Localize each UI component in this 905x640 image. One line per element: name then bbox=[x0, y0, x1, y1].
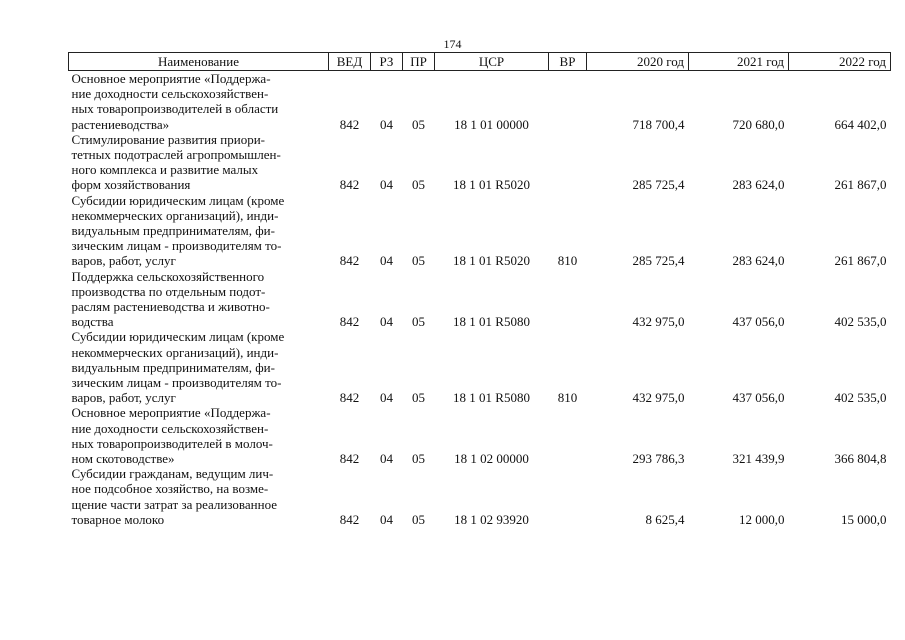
cell-vr: 810 bbox=[557, 253, 578, 269]
header-2020: 2020 год bbox=[587, 53, 689, 71]
cell-pr: 05 bbox=[412, 253, 425, 269]
row-name-line: ние доходности сельскохозяйствен- bbox=[71, 420, 269, 436]
cell-vr bbox=[549, 132, 587, 193]
header-rz: РЗ bbox=[371, 53, 403, 71]
row-name bbox=[69, 329, 329, 405]
table-row bbox=[69, 329, 891, 405]
cell-rz: 04 bbox=[380, 511, 393, 527]
cell-ved: 842 bbox=[339, 314, 360, 330]
cell-2020: 285 725,4 bbox=[632, 177, 685, 193]
cell-csr: 18 1 02 93920 bbox=[454, 511, 529, 527]
header-name: Наименование bbox=[69, 53, 329, 71]
cell-rz: 04 bbox=[380, 116, 393, 132]
row-name bbox=[69, 405, 329, 466]
cell-2022: 261 867,0 bbox=[834, 177, 887, 193]
row-name-line: ное подсобное хозяйство, на возме- bbox=[71, 481, 269, 497]
row-name bbox=[69, 71, 329, 132]
cell-ved: 842 bbox=[339, 253, 360, 269]
cell-ved: 842 bbox=[339, 177, 360, 193]
cell-2021: 12 000,0 bbox=[739, 511, 785, 527]
cell-vr bbox=[549, 71, 587, 132]
row-name-line: видуальным предпринимателям, фи- bbox=[71, 223, 275, 239]
row-name-line: товарное молоко bbox=[71, 511, 165, 527]
cell-2022: 402 535,0 bbox=[834, 314, 887, 330]
cell-pr: 05 bbox=[412, 314, 425, 330]
row-name bbox=[69, 193, 329, 269]
cell-rz: 04 bbox=[380, 451, 393, 467]
row-name-line: Основное мероприятие «Поддержа- bbox=[71, 71, 271, 86]
row-name-line: производства по отдельным подот- bbox=[71, 283, 266, 299]
row-name-line: раслям растениеводства и животно- bbox=[71, 299, 270, 315]
cell-pr: 05 bbox=[412, 451, 425, 467]
row-name-line: водства bbox=[71, 314, 114, 330]
row-name-line: ного комплекса и развитие малых bbox=[71, 162, 259, 178]
cell-2020: 718 700,4 bbox=[632, 116, 685, 132]
cell-pr: 05 bbox=[412, 390, 425, 406]
header-2022: 2022 год bbox=[789, 53, 891, 71]
header-csr: ЦСР bbox=[435, 53, 549, 71]
row-name-line: некоммерческих организаций), инди- bbox=[71, 207, 279, 223]
cell-2020: 432 975,0 bbox=[632, 390, 685, 406]
cell-2021: 720 680,0 bbox=[732, 116, 785, 132]
row-name-line: ном скотоводстве» bbox=[71, 451, 175, 467]
cell-csr: 18 1 01 R5080 bbox=[453, 390, 530, 406]
table-body bbox=[69, 71, 891, 528]
cell-ved: 842 bbox=[339, 511, 360, 527]
cell-2021: 321 439,9 bbox=[732, 451, 785, 467]
cell-csr: 18 1 01 R5020 bbox=[453, 253, 530, 269]
cell-ved: 842 bbox=[339, 390, 360, 406]
row-name-line: ных товаропроизводителей в области bbox=[71, 101, 279, 117]
cell-rz: 04 bbox=[380, 177, 393, 193]
cell-2020: 285 725,4 bbox=[632, 253, 685, 269]
row-name-line: щение части затрат за реализованное bbox=[71, 496, 278, 512]
row-name-line: зическим лицам - производителям то- bbox=[71, 375, 282, 391]
row-name bbox=[69, 132, 329, 193]
cell-ved: 842 bbox=[339, 116, 360, 132]
cell-2021: 437 056,0 bbox=[732, 314, 785, 330]
cell-ved: 842 bbox=[339, 451, 360, 467]
row-name-line: некоммерческих организаций), инди- bbox=[71, 344, 279, 360]
table-row bbox=[69, 193, 891, 269]
row-name-line: Основное мероприятие «Поддержа- bbox=[71, 405, 271, 421]
page-number: 174 bbox=[443, 37, 462, 51]
table-row bbox=[69, 269, 891, 330]
row-name bbox=[69, 269, 329, 330]
table-row bbox=[69, 405, 891, 466]
header-2021: 2021 год bbox=[689, 53, 789, 71]
cell-2022: 664 402,0 bbox=[834, 116, 887, 132]
cell-pr: 05 bbox=[412, 116, 425, 132]
cell-2022: 402 535,0 bbox=[834, 390, 887, 406]
row-name-line: Субсидии гражданам, ведущим лич- bbox=[71, 466, 274, 482]
cell-vr bbox=[549, 269, 587, 330]
row-name-line: ных товаропроизводителей в молоч- bbox=[71, 435, 273, 451]
row-name-line: варов, работ, услуг bbox=[71, 390, 176, 406]
header-vr: ВР bbox=[549, 53, 587, 71]
row-name-line: растениеводства» bbox=[71, 116, 170, 132]
cell-vr bbox=[549, 466, 587, 527]
budget-table bbox=[68, 52, 891, 527]
table-header-row bbox=[69, 53, 891, 71]
cell-2020: 293 786,3 bbox=[632, 451, 685, 467]
cell-csr: 18 1 01 R5020 bbox=[453, 177, 530, 193]
table-row bbox=[69, 71, 891, 132]
cell-rz: 04 bbox=[380, 390, 393, 406]
cell-2022: 261 867,0 bbox=[834, 253, 887, 269]
cell-pr: 05 bbox=[412, 177, 425, 193]
row-name-line: зическим лицам - производителям то- bbox=[71, 238, 282, 254]
cell-rz: 04 bbox=[380, 314, 393, 330]
row-name bbox=[69, 466, 329, 527]
cell-2022: 15 000,0 bbox=[841, 511, 887, 527]
row-name-line: Поддержка сельскохозяйственного bbox=[71, 268, 265, 284]
row-name-line: форм хозяйствования bbox=[71, 177, 191, 193]
row-name-line: ние доходности сельскохозяйствен- bbox=[71, 86, 269, 102]
table-row bbox=[69, 466, 891, 527]
cell-2020: 432 975,0 bbox=[632, 314, 685, 330]
cell-csr: 18 1 01 R5080 bbox=[453, 314, 530, 330]
cell-rz: 04 bbox=[380, 253, 393, 269]
cell-pr: 05 bbox=[412, 511, 425, 527]
cell-2021: 283 624,0 bbox=[732, 253, 785, 269]
cell-vr bbox=[549, 405, 587, 466]
cell-2020: 8 625,4 bbox=[645, 511, 685, 527]
cell-vr: 810 bbox=[557, 390, 578, 406]
row-name-line: Субсидии юридическим лицам (кроме bbox=[71, 192, 285, 208]
cell-2022: 366 804,8 bbox=[834, 451, 887, 467]
row-name-line: видуальным предпринимателям, фи- bbox=[71, 359, 275, 375]
cell-csr: 18 1 01 00000 bbox=[454, 116, 529, 132]
table-row bbox=[69, 132, 891, 193]
cell-csr: 18 1 02 00000 bbox=[454, 451, 529, 467]
header-ved: ВЕД bbox=[329, 53, 371, 71]
header-pr: ПР bbox=[403, 53, 435, 71]
row-name-line: варов, работ, услуг bbox=[71, 253, 176, 269]
row-name-line: Стимулирование развития приори- bbox=[71, 131, 265, 147]
cell-2021: 437 056,0 bbox=[732, 390, 785, 406]
row-name-line: Субсидии юридическим лицам (кроме bbox=[71, 329, 285, 345]
cell-2021: 283 624,0 bbox=[732, 177, 785, 193]
row-name-line: тетных подотраслей агропромышлен- bbox=[71, 147, 281, 163]
